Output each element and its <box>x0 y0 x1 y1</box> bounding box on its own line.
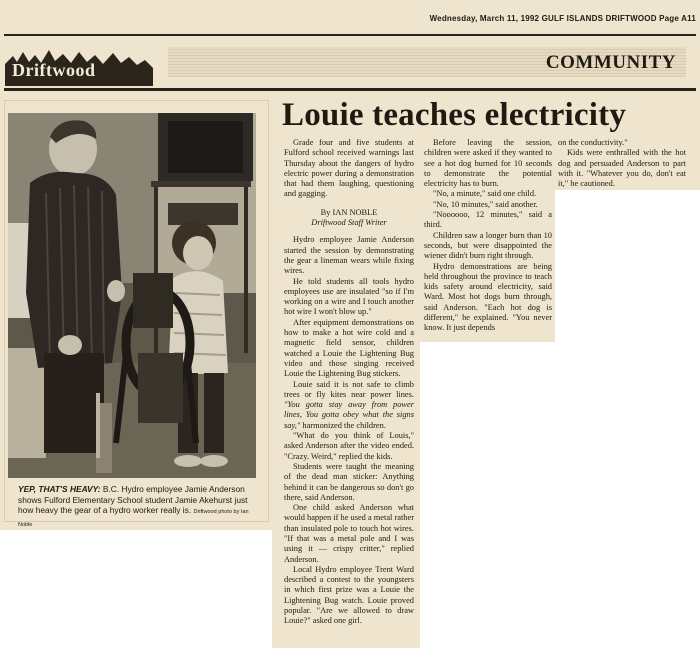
article-paragraph: Children saw a longer burn than 10 seconds, but were disappointed the wiener didn't burn right through. <box>424 230 552 261</box>
article-column-3 <box>558 138 686 189</box>
article-headline: Louie teaches electricity <box>282 97 627 133</box>
article-paragraph: "No, a minute," said one child. <box>433 189 537 199</box>
caption-lead: YEP, THAT'S HEAVY: <box>18 484 101 494</box>
article-column-1 <box>284 138 414 627</box>
photo-credit: Driftwood photo by Ian Noble <box>18 509 249 528</box>
masthead-rule <box>4 88 696 91</box>
article-paragraph: "No, 10 minutes," said another. <box>433 199 538 209</box>
top-rule <box>4 34 696 36</box>
byline-role: Driftwood Staff Writer <box>311 218 387 228</box>
article-paragraph: After equipment demonstrations on how to make a hot wire cold and a magnetic field sensor, children watched a Louie the Lightening Bug video and those singing received Louie the Lightening Bug stickers. <box>284 317 414 379</box>
intro-paragraph: Grade four and five students at Fulford school received warnings last Thursday about the dangers of hydro electric power during a demonstration that had them laughing, questioning and gagging. <box>284 138 414 199</box>
masthead-title: Driftwood <box>12 60 96 80</box>
article-paragraph: Before leaving the session, children were asked if they wanted to see a hot dog burned for 10 seconds to demonstrate the potential electricity has to burn. <box>424 138 552 189</box>
song-lyric: "You gotta stay away from power lines, You gotta obey what the signs say," <box>284 400 414 430</box>
section-title: COMMUNITY <box>545 52 676 73</box>
article-paragraph <box>284 380 414 431</box>
article-paragraph: on the conductivity." <box>558 138 628 147</box>
article-paragraph: One child asked Anderson what would happen if he used a metal rather than insulated pole to touch hot wires. "If that was a metal pole and I was using it — crispy critter," replied Anderson. <box>284 503 414 564</box>
article-paragraph: He told students all tools hydro employees use are insulated "so if I'm working on a wire and I touch another hot wire I won't blow up." <box>284 276 414 317</box>
article-paragraph: Students were taught the meaning of the dead man sticker: Anything behind it can be dangerous so don't go there, said Anderson. <box>284 461 414 502</box>
article-column-2 <box>424 138 552 334</box>
article-paragraph: Kids were enthralled with the hot dog and persuaded Anderson to part with it. "Whatever you do, don't eat it," he cautioned. <box>558 148 686 189</box>
article-paragraph: "What do you think of Louis," asked Anderson after the video ended. "Crazy. Weird," replied the kids. <box>284 431 414 461</box>
byline-author: By IAN NOBLE <box>320 207 378 217</box>
article-paragraph: "Noooooo, 12 minutes," said a third. <box>424 210 552 230</box>
article-paragraph: Local Hydro employee Trent Ward described a contest to the youngsters in which first prize was a Louie the Lightening Bug watch. Louie proved popular. "Are we allowed to draw Louie?" asked one girl. <box>284 564 414 626</box>
paragraph-text: harmonized the children. <box>300 420 386 430</box>
byline <box>284 208 414 229</box>
driftwood-logo <box>5 46 153 86</box>
news-photo <box>8 113 256 478</box>
photo-caption <box>18 484 260 530</box>
paragraph-text: Louie said it is not safe to climb trees or fly kites near power lines. <box>284 379 414 399</box>
article-paragraph: Hydro employee Jamie Anderson started the session by demonstrating the gear a lineman wears while fixing wires. <box>284 235 414 276</box>
dateline: Wednesday, March 11, 1992 GULF ISLANDS DRIFTWOOD Page A11 <box>429 14 696 23</box>
article-paragraph: Hydro demonstrations are being held throughout the province to teach kids safety around electricity, said Ward. Most hot dogs burn through, said Anderson. "Each hot dog is different," he explained. "You never know. It just depends <box>424 261 552 333</box>
caption-text: B.C. Hydro employee Jamie Anderson shows Fulford Elementary School student Jamie Akehurst just how heavy the gear of a hydro worker really is. <box>18 484 248 516</box>
